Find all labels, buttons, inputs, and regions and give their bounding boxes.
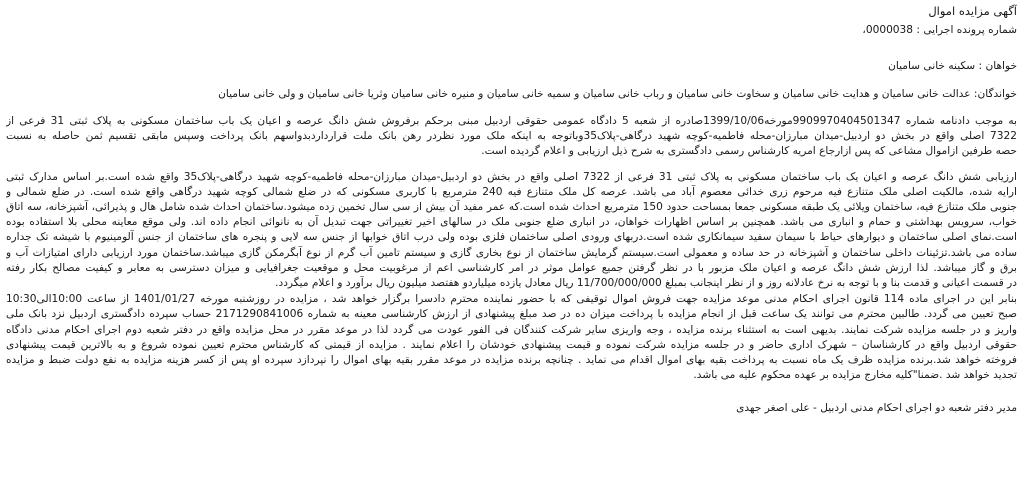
signature: مدیر دفتر شعبه دو اجرای احکام مدنی اردبیل - علی اصغر جهدی — [736, 402, 1017, 415]
paragraph-line: 7322 اصلی واقع در بخش دو اردبیل-میدان مبارزان-محله فاطمیه-کوچه شهید درگاهی-پلاک35وباتوجه به اینکه ملک مورد نظردر رهن بانک ملت قرارداردبدواسهم بانک پرداخت وسپس مابقی تقسیم ثمن حاصله به نسبت — [6, 130, 1017, 143]
paragraph-line: ارایه شده، مالکیت اصلی ملک متنازع فیه مرحوم زری خدائی معصوم آباد می باشد. عرصه کل ملک متنازع فیه 240 مترمربع با کاربری مسکونی که در ضلع شمالی کوچه شهید درگاهی واقع شده است. در ضلع شمالی و — [6, 185, 1017, 198]
paragraph-line: واریز و در جلسه مزایده شرکت نمایند. بدیهی است به استثناء برنده مزایده ، وجه واریزی سایر شرکت کنندگان فی الفور عودت می گردد لذا در موعد مقرر در محل مزایده واقع در دفتر شعبه دوم اجرای احکام مدنی دادگاه — [6, 323, 1017, 336]
judgment-paragraph — [6, 114, 1017, 160]
paragraph-line: حصه طرفین ازاموال مشاعی که پس ازارجاع امریه کارشناس رسمی دادگستری به شرح ذیل ارزیابی و اعلام گردیده است. — [481, 145, 1017, 158]
paragraph-line: ساده می باشد.تزئینات داخلی ساختمان و آشپزخانه در حد ساده و معمولی است.سیستم گرمایش ساختمان از نوع بخاری گازی و سیستم تامین آب گرم از نوع آبگرمکن گازی میباشد.ساختمان مورد ارزیابی دارای امتیازات آب و — [6, 246, 1017, 259]
paragraph-line: خواب، سرویس بهداشتی و حمام و انباری می باشد. همچنین بر اساس اظهارات خواهان، در انباری ضلع جنوبی ملک در سالهای اخیر تغییراتی جهت تبدیل آن به نانوائی انجام داده اند. ولی موقع معاینه محلی بلا استفاده بوده — [6, 216, 1017, 229]
execution-file-number: شماره پرونده اجرایی : 0000038، — [862, 24, 1017, 36]
paragraph-line: بنابر این در اجرای ماده 114 قانون اجرای احکام مدنی موعد مزایده جهت فروش اموال توقیفی که با حضور نماینده محترم دادسرا برگزار خواهد شد ، مزایده در روزشنبه مورخه 1401/01/27 از ساعت 10:00الی10:30 — [6, 293, 1017, 306]
paragraph-line: حقوقی اردبیل واقع در کارشناسان – شهرک اداری حاضر و در جلسه مزایده شرکت نموده و قیمت پیشنهادی خودشان را اعلام نمایند . مزایده از قیمتی که کارشناس محترم تعیین نموده شروع و به بالاترین قیمت پیشنهادی — [6, 338, 1017, 351]
paragraph-line: فروخته خواهد شد.برنده مزایده ظرف یک ماه نسبت به پرداخت بقیه بهای اموال اقدام می نماید . چنانچه برنده مزایده در موعد مقرر بقیه بهای اموال را نپردازد سپرده او پس از کسر هزینه مزایده به نفع دولت ضبط و مزایده — [6, 354, 1017, 367]
paragraph-line: جنوبی ملک متنازع فیه، ساختمان ویلائی یک طبقه مسکونی جمعا بمساحت حدود 150 مترمربع احداث شده است.که عمر مفید آن بیش از سی سال تخمین زده میشود.ساختمان احداث شده شامل هال و پذیرائی، آشپزخانه، سه اتاق — [6, 201, 1017, 214]
auction-notice-document — [0, 3, 1024, 487]
paragraph-line: به موجب دادنامه شماره 9909970404501347مورخه1399/10/06صادره از شعبه 5 دادگاه عمومی حقوقی اردبیل مبنی برحکم برفروش شش دانگ عرصه و اعیان یک باب ساختمان مسکونی به پلاک ثبتی 31 فرعی از — [6, 115, 1017, 127]
claimant: خواهان : سکینه خانی سامیان — [888, 60, 1017, 72]
paragraph-line: در قسمت اعیانی و قدمت بنا و با توجه به نرخ عادلانه روز و از نظر اینجانب بمبلغ 11/700/000/000 ریال معادل یازده میلیاردو هفتصد میلیون ریال برآورد و اعلام میگردد. — [275, 277, 1017, 290]
auction-terms-paragraph — [6, 292, 1017, 383]
appraisal-paragraph — [6, 170, 1017, 292]
paragraph-line: برق و گاز میباشد. لذا ارزش شش دانگ عرصه و اعیان ملک مزبور با در نظر گرفتن جمیع عوامل موثر در امر کارشناسی اعم از مرغوبیت محل و موقعیت جغرافیایی و میزان دسترسی به معابر و کیفیت مصالح بکار رفته — [6, 261, 1017, 274]
paragraph-line: است.نمای اصلی ساختمان و دیوارهای حیاط با سیمان سفید سیمانکاری شده است.دربهای ورودی اصلی ساختمان فلزی بوده ولی درب اتاق خوابها از جنس سه لایی و پنجره های ساختمان از جنس آلومینیوم با شیشه تک جداره — [6, 231, 1017, 244]
respondents: خواندگان: عدالت خانی سامیان و هدایت خانی سامیان و سخاوت خانی سامیان و رباب خانی سامیان و سمیه خانی سامیان و منیره خانی سامیان وثریا خانی سامیان و ولی خانی سامیان — [218, 88, 1017, 100]
paragraph-line: ارزیابی شش دانگ عرصه و اعیان یک باب ساختمان مسکونی به پلاک ثبتی 31 فرعی از 7322 اصلی واقع در بخش دو اردبیل-میدان مبارزان-محله فاطمیه-کوچه شهید درگاهی-پلاک35 واقع شده است.بر اساس مدارک ثبتی — [6, 170, 1017, 183]
paragraph-line: صبح تعیین می گردد. طالبین محترم می توانند یک ساعت قبل از انجام مزایده با پرداخت میزان ده در صد مبلغ پیشنهادی از ارزش کارشناسی معینه به شماره 2171290841006 حساب سپرده دادگستری اردبیل نزد بانک ملی — [6, 308, 1017, 321]
notice-title: آگهی مزایده اموال — [928, 4, 1017, 18]
paragraph-line: تجدید خواهد شد .ضمنا"کلیه مخارج مزایده بر عهده محکوم علیه می باشد. — [693, 369, 1017, 382]
